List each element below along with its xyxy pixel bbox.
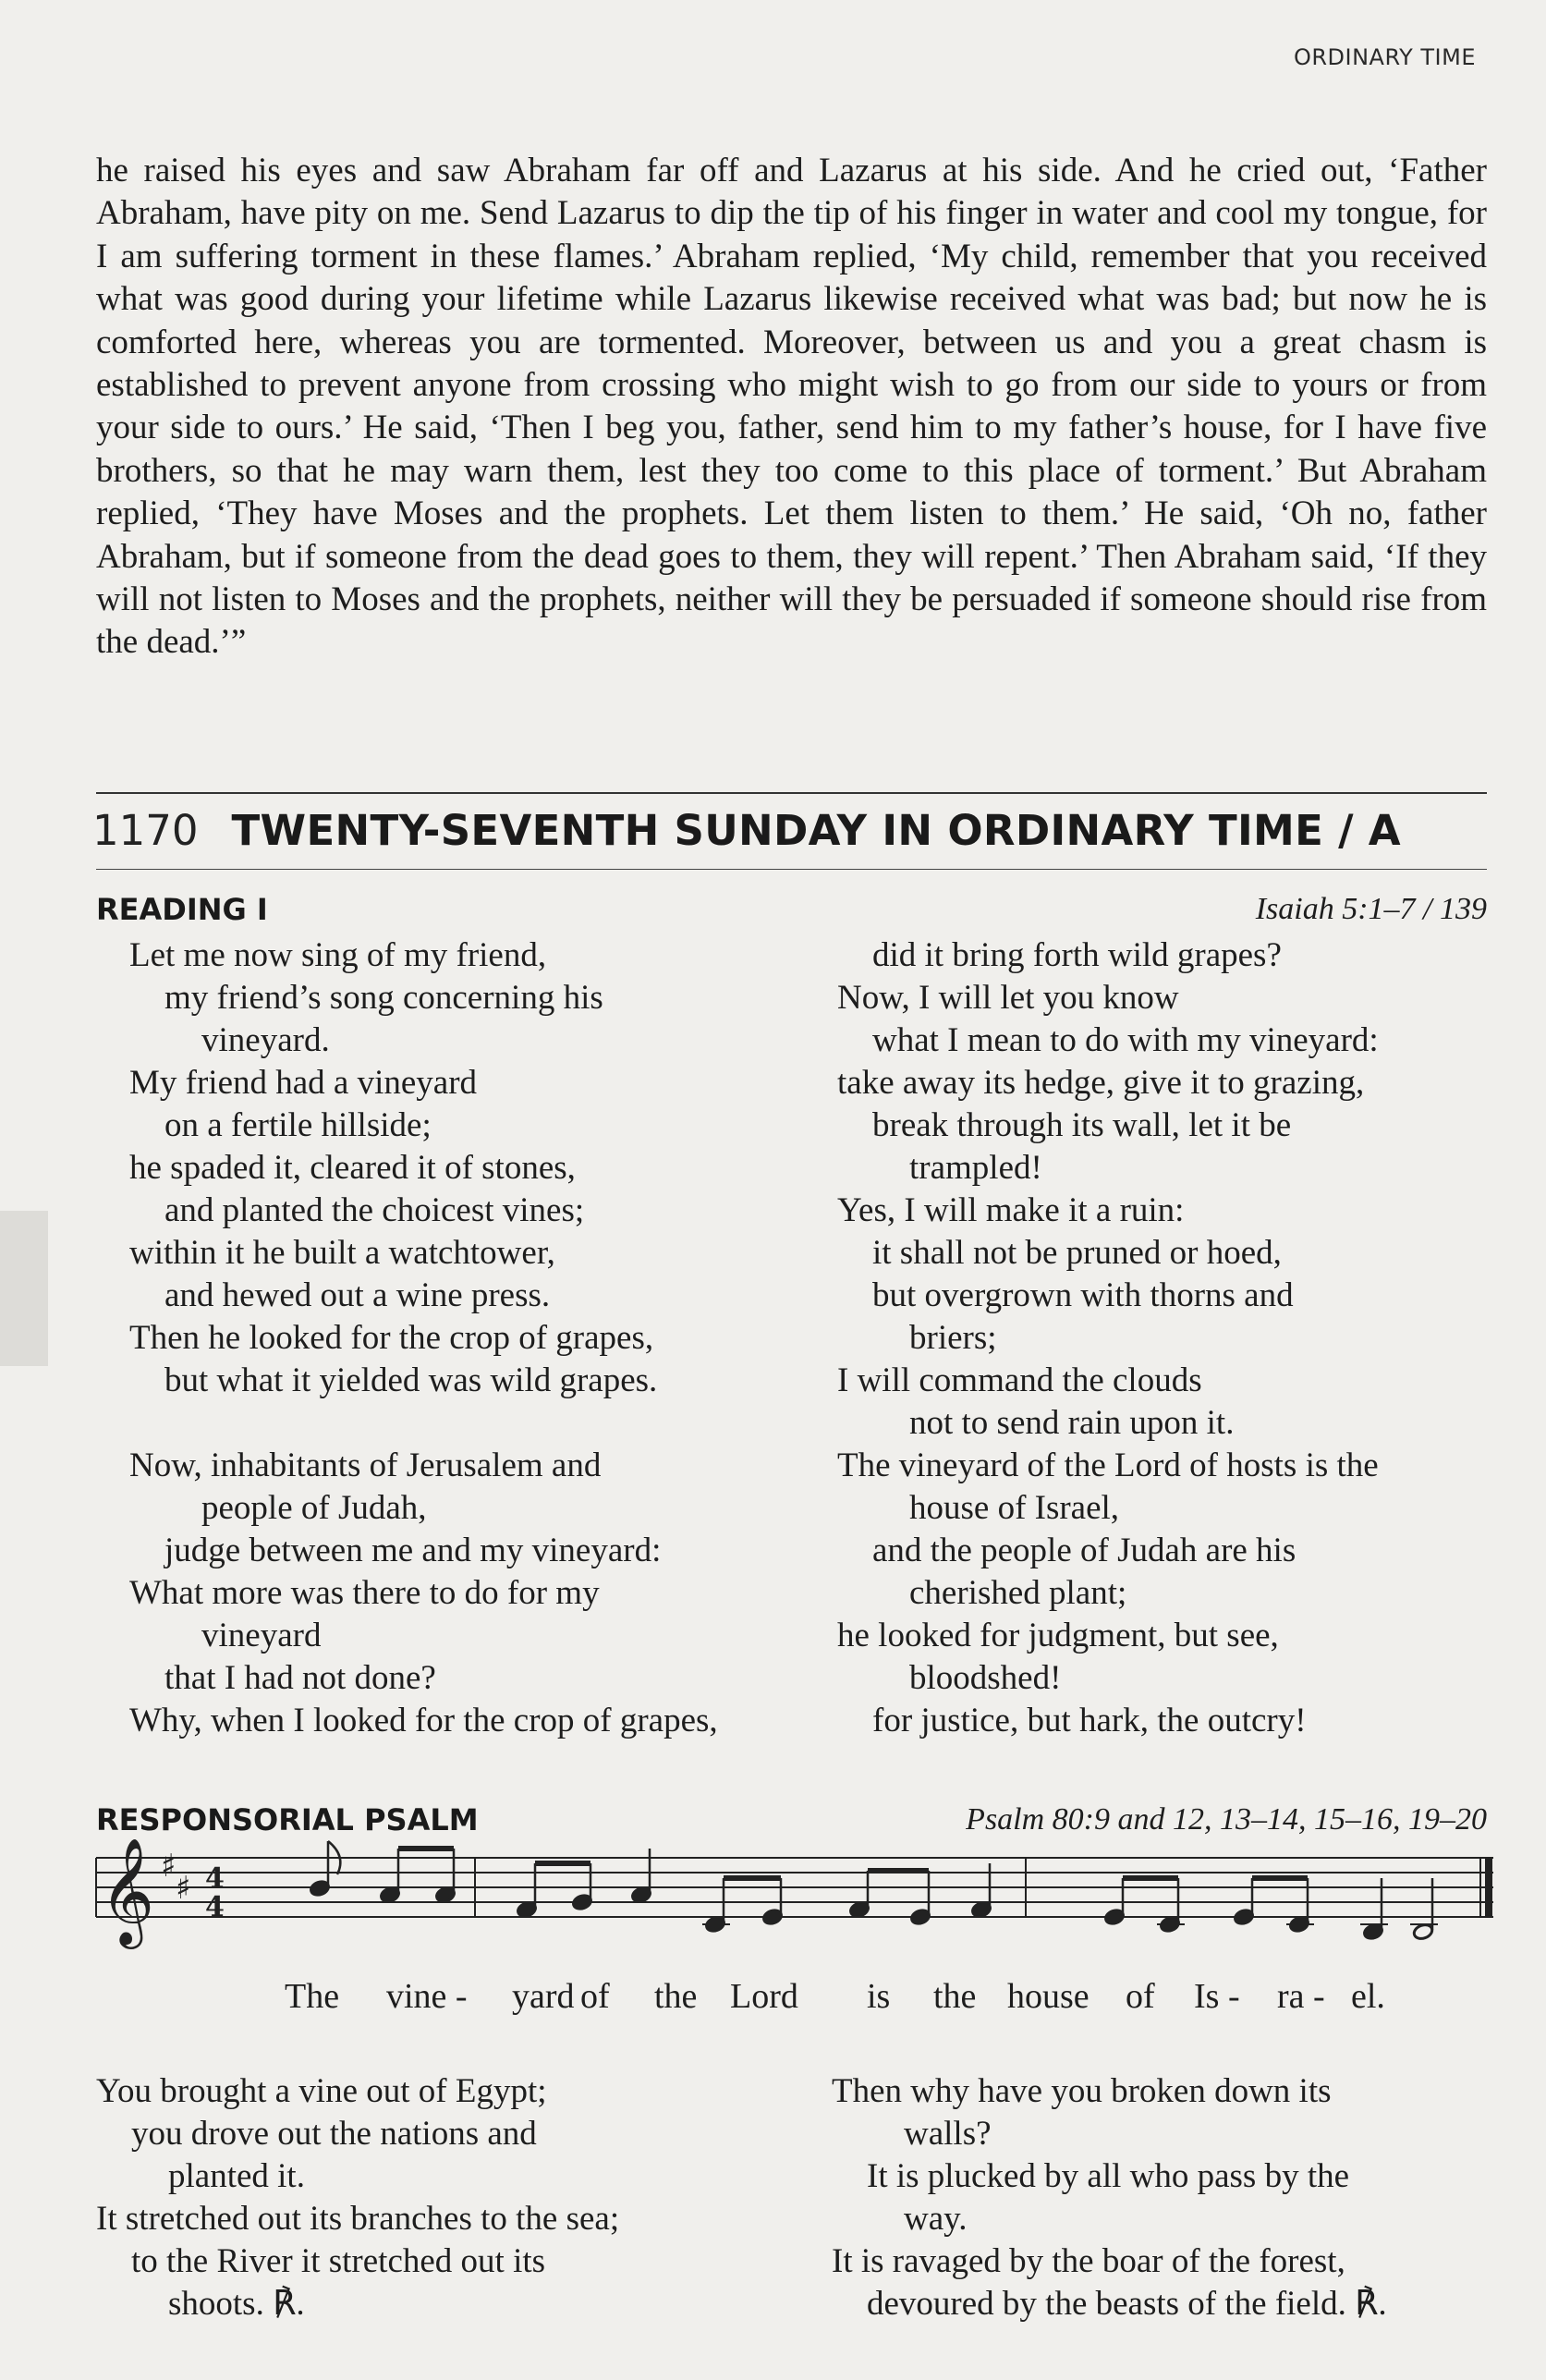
verse-line: that I had not done? <box>164 1659 436 1697</box>
verse-line: it shall not be pruned or hoed, <box>872 1234 1282 1272</box>
verse-line: he looked for judgment, but see, <box>837 1617 1279 1654</box>
verse-line: It is plucked by all who pass by the <box>867 2157 1350 2195</box>
verse-line: walls? <box>904 2115 992 2153</box>
lyric-syllable: vine - <box>386 1977 468 2016</box>
verse-line: vineyard. <box>201 1021 330 1059</box>
treble-clef-icon: 𝄞 <box>100 1839 155 1945</box>
verse-line: my friend’s song concerning his <box>164 979 603 1017</box>
psalm-right-column <box>832 2070 1387 2325</box>
verse-line: take away its hedge, give it to grazing, <box>837 1064 1365 1102</box>
verse-line: and planted the choicest vines; <box>164 1191 585 1229</box>
verse-line: and hewed out a wine press. <box>164 1276 551 1314</box>
psalm-heading <box>96 1802 1487 1843</box>
page-edge-tab <box>0 1211 48 1366</box>
verse-line: way. <box>904 2200 968 2238</box>
verse-line: planted it. <box>168 2157 305 2195</box>
reading1-left-column <box>129 934 718 1742</box>
verse-line: for justice, but hark, the outcry! <box>872 1702 1307 1739</box>
lyric-syllable: The <box>285 1977 340 2016</box>
stanza-gap <box>129 1402 718 1445</box>
lyric-syllable: yard <box>512 1977 575 2016</box>
verse-line: I will command the clouds <box>837 1361 1202 1399</box>
verse-line: and the people of Judah are his <box>872 1532 1296 1569</box>
verse-line: Let me now sing of my friend, <box>129 936 547 974</box>
verse-line: The vineyard of the Lord of hosts is the <box>837 1446 1379 1484</box>
verse-line: Then why have you broken down its <box>832 2072 1332 2110</box>
lyric-syllable: of <box>1126 1977 1155 2016</box>
lyric-syllable: the <box>933 1977 977 2016</box>
verse-line: trampled! <box>909 1149 1042 1187</box>
verse-line: not to send rain upon it. <box>909 1404 1235 1442</box>
lyric-syllable: ra - <box>1277 1977 1325 2016</box>
verse-line: Why, when I looked for the crop of grapes, <box>129 1702 718 1739</box>
verse-line: you drove out the nations and <box>131 2115 537 2153</box>
sunday-title: TWENTY-SEVENTH SUNDAY IN ORDINARY TIME / A <box>231 805 1401 855</box>
lyric-syllable: the <box>654 1977 698 2016</box>
sunday-title-row <box>92 793 1488 867</box>
verse-line: You brought a vine out of Egypt; <box>96 2072 547 2110</box>
verse-line: cherished plant; <box>909 1574 1127 1612</box>
verse-line: devoured by the beasts of the field. ℟. <box>867 2285 1387 2323</box>
psalm-citation: Psalm 80:9 and 12, 13–14, 15–16, 19–20 <box>966 1802 1487 1837</box>
verse-line: Now, inhabitants of Jerusalem and <box>129 1446 602 1484</box>
sharp-c-icon: ♯ <box>176 1870 191 1907</box>
music-staff <box>92 1839 1497 1959</box>
verse-line: to the River it stretched out its <box>131 2242 546 2280</box>
gospel-text: he raised his eyes and saw Abraham far off and Lazarus at his side. And he cried out, ‘Father Abraham, have pity on me. Send Lazarus to dip the tip of his finger in water and cool my tongue, for I am suffering torment in these flames.’ Abraham replied, ‘My child, remember that you received what was good during your lifetime while Lazarus likewise received what was bad; but now he is comforted here, whereas you are tormented. Moreover, between us and you a great chasm is established to prevent anyone from crossing who might wish to go from our side to yours or from your side to ours.’ He said, ‘Then I beg you, father, send him to my father’s house, for I have five brothers, so that he may warn them, lest they too come to this place of torment.’ But Abraham replied, ‘They have Moses and the prophets. Let them listen to them.’ He said, ‘Oh no, father Abraham, but if someone from the dead goes to them, they will repent.’ Then Abraham said, ‘If they will not listen to Moses and the prophets, neither will they be persuaded if someone should rise from the dead.’” <box>96 152 1487 662</box>
verse-line: vineyard <box>201 1617 322 1654</box>
sunday-number: 1170 <box>92 805 199 855</box>
verse-line: did it bring forth wild grapes? <box>872 936 1282 974</box>
verse-line: Then he looked for the crop of grapes, <box>129 1319 654 1357</box>
lyric-syllable: of <box>580 1977 610 2016</box>
verse-line: but overgrown with thorns and <box>872 1276 1294 1314</box>
title-rule-bottom <box>96 869 1487 870</box>
verse-line: briers; <box>909 1319 997 1357</box>
refrain-lyrics <box>92 1976 1488 2022</box>
psalm-label: RESPONSORIAL PSALM <box>96 1802 479 1837</box>
final-barline <box>1485 1858 1492 1917</box>
verse-line: what I mean to do with my vineyard: <box>872 1021 1379 1059</box>
verse-line: he spaded it, cleared it of stones, <box>129 1149 576 1187</box>
lyric-syllable: el. <box>1351 1977 1385 2016</box>
verse-line: It stretched out its branches to the sea; <box>96 2200 620 2238</box>
lyric-syllable: Is - <box>1194 1977 1240 2016</box>
verse-line: people of Judah, <box>201 1489 427 1527</box>
time-signature-bottom: 4 <box>205 1891 225 1923</box>
reading1-heading <box>96 892 1487 933</box>
verse-line: house of Israel, <box>909 1489 1120 1527</box>
verse-line: bloodshed! <box>909 1659 1062 1697</box>
gospel-continuation <box>96 150 1487 665</box>
time-signature-top: 4 <box>205 1862 225 1895</box>
verse-line: My friend had a vineyard <box>129 1064 478 1102</box>
reading1-right-column <box>837 934 1379 1742</box>
reading1-citation: Isaiah 5:1–7 / 139 <box>1255 892 1487 926</box>
verse-line: Now, I will let you know <box>837 979 1179 1017</box>
running-header: ORDINARY TIME <box>1293 44 1476 70</box>
verse-line: What more was there to do for my <box>129 1574 600 1612</box>
verse-line: break through its wall, let it be <box>872 1106 1292 1144</box>
verse-line: but what it yielded was wild grapes. <box>164 1361 658 1399</box>
verse-line: Yes, I will make it a ruin: <box>837 1191 1185 1229</box>
sharp-f-icon: ♯ <box>161 1848 177 1885</box>
verse-line: on a fertile hillside; <box>164 1106 432 1144</box>
verse-line: judge between me and my vineyard: <box>164 1532 662 1569</box>
verse-line: shoots. ℟. <box>168 2285 305 2323</box>
reading1-label: READING I <box>96 892 268 927</box>
verse-line: within it he built a watchtower, <box>129 1234 555 1272</box>
psalm-left-column <box>96 2070 619 2325</box>
lyric-syllable: Lord <box>730 1977 798 2016</box>
verse-line: It is ravaged by the boar of the forest, <box>832 2242 1345 2280</box>
half-note-head <box>1412 1922 1434 1941</box>
lyric-syllable: is <box>867 1977 891 2016</box>
lyric-syllable: house <box>1007 1977 1090 2016</box>
